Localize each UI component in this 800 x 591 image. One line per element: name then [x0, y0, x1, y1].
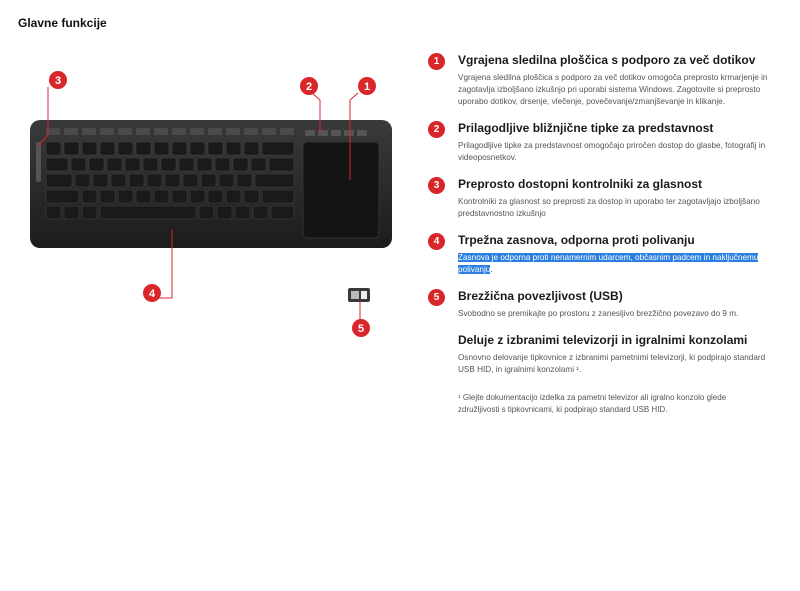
feature-number-badge: 4 — [428, 233, 445, 250]
callout-3-label: 3 — [54, 75, 62, 87]
description-tail: . — [490, 265, 493, 274]
feature-item-5 — [428, 288, 768, 320]
compatibility-section — [428, 332, 768, 376]
feature-title: Preprosto dostopni kontrolniki za glasnost — [458, 177, 703, 191]
feature-item-4 — [428, 232, 768, 276]
callout-5-label: 5 — [357, 323, 365, 335]
compatibility-title: Deluje z izbranimi televizorji in igralnimi konzolami — [458, 333, 748, 347]
feature-title: Brezžična povezljivost (USB) — [458, 289, 623, 303]
feature-description: Kontrolniki za glasnost so preprosti za dostop in uporabo ter zagotavljajo izboljšano predstavnostno izkušnjo — [458, 197, 760, 218]
footnote: ¹ Glejte dokumentacijo izdelka za pametni televizor ali igralno konzolo glede združljivosti s tipkovnicami, ki podpirajo standard USB HID. — [458, 393, 727, 414]
feature-title: Trpežna zasnova, odporna proti polivanju — [458, 233, 695, 247]
feature-list — [428, 52, 768, 416]
media-keys — [305, 130, 367, 136]
feature-item-2 — [428, 120, 768, 164]
feature-number-badge: 2 — [428, 121, 445, 138]
feature-description: Prilagodljive tipke za predstavnost omogočajo priročen dostop do glasbe, fotografij in videoposnetkov. — [458, 141, 766, 162]
feature-number-badge: 3 — [428, 177, 445, 194]
feature-description[interactable] — [458, 252, 768, 276]
touchpad — [303, 142, 379, 238]
page-title: Glavne funkcije — [18, 16, 107, 30]
feature-item-3 — [428, 176, 768, 220]
selected-text[interactable]: Zasnova je odporna proti nenamernim udarcem, občasnim padcem in naključnemu polivanju — [458, 253, 759, 274]
callout-2-label: 2 — [305, 81, 313, 93]
feature-number-badge: 1 — [428, 53, 445, 70]
feature-title: Vgrajena sledilna ploščica s podporo za več dotikov — [458, 53, 756, 67]
compatibility-description: Osnovno delovanje tipkovnice z izbranimi pametnimi televizorji, ki podpirajo standard USB HID, in igralnimi konzolami ¹. — [458, 353, 766, 374]
callout-1-label: 1 — [363, 81, 371, 93]
usb-dongle-icon — [348, 287, 372, 303]
feature-title: Prilagodljive bližnjične tipke za predstavnost — [458, 121, 714, 135]
feature-item-1 — [428, 52, 768, 108]
feature-description: Svobodno se premikajte po prostoru z zanesljivo brezžično povezavo do 9 m. — [458, 309, 739, 318]
volume-controls — [36, 142, 41, 182]
feature-description: Vgrajena sledilna ploščica s podporo za več dotikov omogoča preprosto krmarjenje in zagotavlja izboljšano izkušnjo pri uporabi sistema Windows. Zagotovite si preprosto uporabo dotikov, drsenje, vlečenje, povečevanje/zmanjševanje in klikanje. — [458, 73, 768, 106]
callout-4-label: 4 — [148, 288, 156, 300]
feature-number-badge: 5 — [428, 289, 445, 306]
keyboard-illustration — [0, 60, 420, 360]
